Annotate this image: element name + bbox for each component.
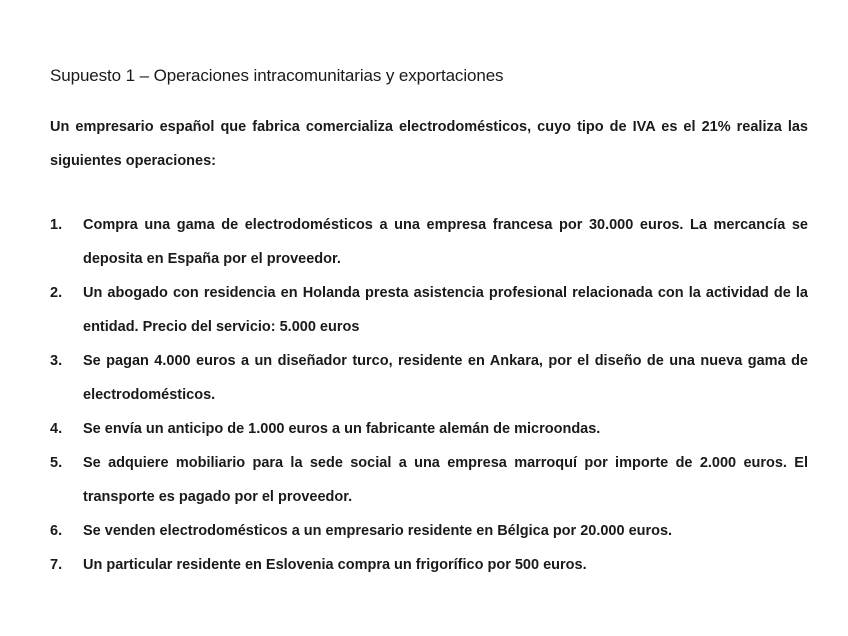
item-text: Se venden electrodomésticos a un empresario residente en Bélgica por 20.000 euros. <box>83 523 673 539</box>
list-item <box>50 208 808 276</box>
item-text: Un particular residente en Eslovenia compra un frigorífico por 500 euros. <box>83 557 587 573</box>
intro-paragraph: Un empresario español que fabrica comercializa electrodomésticos, cuyo tipo de IVA es el 21% realiza las siguientes operaciones: <box>50 119 808 169</box>
item-text: Un abogado con residencia en Holanda presta asistencia profesional relacionada con la actividad de la entidad. Precio del servicio: 5.000 euros <box>83 285 808 335</box>
list-item <box>50 446 808 514</box>
list-item <box>50 344 808 412</box>
item-number: 7. <box>50 557 63 573</box>
item-text: Se adquiere mobiliario para la sede social a una empresa marroquí por importe de 2.000 euros. El transporte es pagado por el proveedor. <box>83 455 808 505</box>
item-number: 4. <box>50 421 63 437</box>
list-item <box>50 276 808 344</box>
list-item <box>50 514 808 548</box>
item-text: Se envía un anticipo de 1.000 euros a un fabricante alemán de microondas. <box>83 421 601 437</box>
item-text: Se pagan 4.000 euros a un diseñador turco, residente en Ankara, por el diseño de una nueva gama de electrodomésticos. <box>83 353 808 403</box>
item-number: 5. <box>50 455 63 471</box>
document-title: Supuesto 1 – Operaciones intracomunitarias y exportaciones <box>50 66 504 85</box>
item-number: 1. <box>50 217 63 233</box>
item-number: 3. <box>50 353 63 369</box>
item-text: Compra una gama de electrodomésticos a una empresa francesa por 30.000 euros. La mercancía se deposita en España por el proveedor. <box>83 217 808 267</box>
operations-list <box>50 208 808 582</box>
item-number: 6. <box>50 523 63 539</box>
item-number: 2. <box>50 285 63 301</box>
list-item <box>50 412 808 446</box>
list-item <box>50 548 808 582</box>
